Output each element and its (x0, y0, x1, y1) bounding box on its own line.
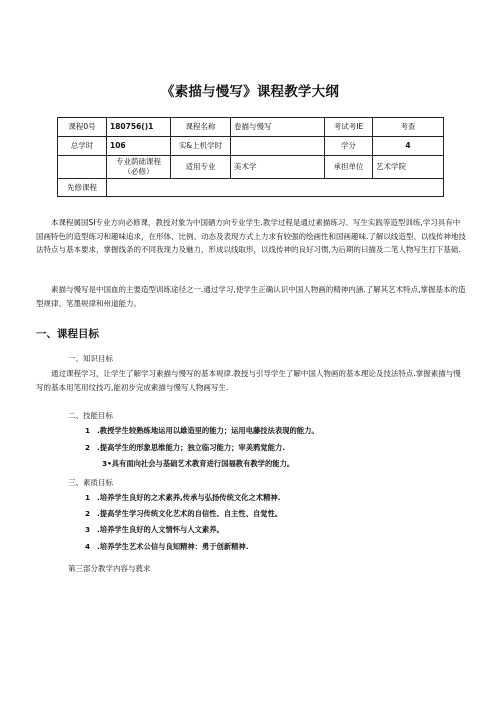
quality-goal-heading: 三、素质目标 (68, 478, 113, 487)
course-type-empty (58, 156, 107, 179)
course-type-value: 专业荫础课程（必修） (107, 156, 171, 179)
table-row (58, 179, 444, 197)
list-item-text: .提高学生学习传统文化艺术的自信性、自主性、自觉性。 (97, 509, 283, 518)
section-heading-teaching-content: 第三部分教学内容与蕤求 (68, 564, 151, 573)
knowledge-goal-heading: 一、知识目标 (68, 354, 113, 363)
intro-paragraph-2: 素描与慢写是中国血的主要造型训练途径之一.通过学习,使学生正确认识中国人物画的精神内涵.了解其艺术特点,掌握基本的造型规律、笔墨规律和州道能力。 (36, 285, 466, 308)
section-heading-course-goals: 一、课程目标 (36, 328, 99, 340)
list-item-number: 3 (85, 525, 91, 534)
intro-paragraph-1: 本课程属国SI专业方向必修课，教授对象为中国硒方向专业学生.教学过程是通过素描练习、写生实践等造型训练,学习具有中国画特色的造型练习和趣味追求，在形体、比例、动态及表现方式上力求有较强的绘画性和国画趣味.了解以线造型、以线传神地技法特点与基本要求，掌握线条的不同我现力及魅力，形成以线取形，以线传神的良好习惯,为后期的曰描及二笔人物写生打下基础. (36, 218, 466, 255)
list-item (102, 459, 294, 469)
course-code-value: 180756()1 (107, 118, 171, 137)
knowledge-goal-text: 通过课程学习，让学生了解学习素描与慢写的基本规律.教授与引导学生了解中国人物画的基本理论及技法特点.掌握素描与慢写的基本用笔用纹技巧,能初步完成素描与慢写人物画写生. (36, 369, 461, 392)
list-item-text: .提高学生的形象思维能力；独立临习能力；审美鸦觉能力. (97, 443, 285, 452)
skill-goal-heading: 二、技能目标 (68, 411, 113, 420)
unit-label: 承担单位 (325, 156, 373, 179)
lab-hours-value (231, 137, 325, 156)
list-item-number: 2 (85, 509, 91, 518)
major-value: 美术学 (231, 156, 325, 179)
list-item-number: 1 (85, 426, 91, 435)
exam-type-value: 考查 (373, 118, 444, 137)
list-item (85, 525, 224, 535)
list-item (85, 426, 319, 436)
major-label: 适用专业 (171, 156, 231, 179)
course-name-value: 卷描与慢写 (231, 118, 325, 137)
course-info-table (57, 117, 444, 197)
list-item (85, 493, 280, 503)
list-item (85, 542, 248, 552)
list-item-text: .培养学生艺术公信与良知精神：勇于创新精神. (97, 542, 249, 551)
page-title: 《素描与慢写》课程教学大纲 (160, 84, 340, 100)
list-item-text: .教授学生较熟练地运用以雄造里的能力；运用电藤技法表现的能力。 (97, 426, 319, 435)
total-hours-label: 总学时 (58, 137, 107, 156)
list-item-text: .培养学生良好的之术素养,传承与弘扬传统文化之术精神. (97, 493, 281, 502)
credit-label: 学分 (325, 137, 373, 156)
prereq-label: 先修课程 (58, 179, 107, 197)
course-name-label: 课程名称 (171, 118, 231, 137)
total-hours-value: 106 (107, 137, 171, 156)
credit-value: 4 (373, 137, 444, 156)
exam-type-label: 考试考IE (325, 118, 373, 137)
list-item-text: .培养学生良好的人文情怀与人文素养。 (97, 525, 224, 534)
prereq-value (107, 179, 444, 197)
list-item-number: 2 (85, 443, 91, 452)
table-row (58, 156, 444, 179)
table-row (58, 118, 444, 137)
list-item (85, 509, 282, 519)
table-row (58, 137, 444, 156)
unit-value: 艺术学院 (373, 156, 444, 179)
lab-hours-label: 实&上机学时 (171, 137, 231, 156)
list-item-number: 1 (85, 493, 91, 502)
list-item (85, 443, 285, 453)
course-code-label: 课程0号 (58, 118, 107, 137)
list-item-text: 3•具有面向社会与基础艺术教育进行国福教有教学的能力。 (102, 459, 295, 468)
list-item-number: 4 (85, 542, 91, 551)
